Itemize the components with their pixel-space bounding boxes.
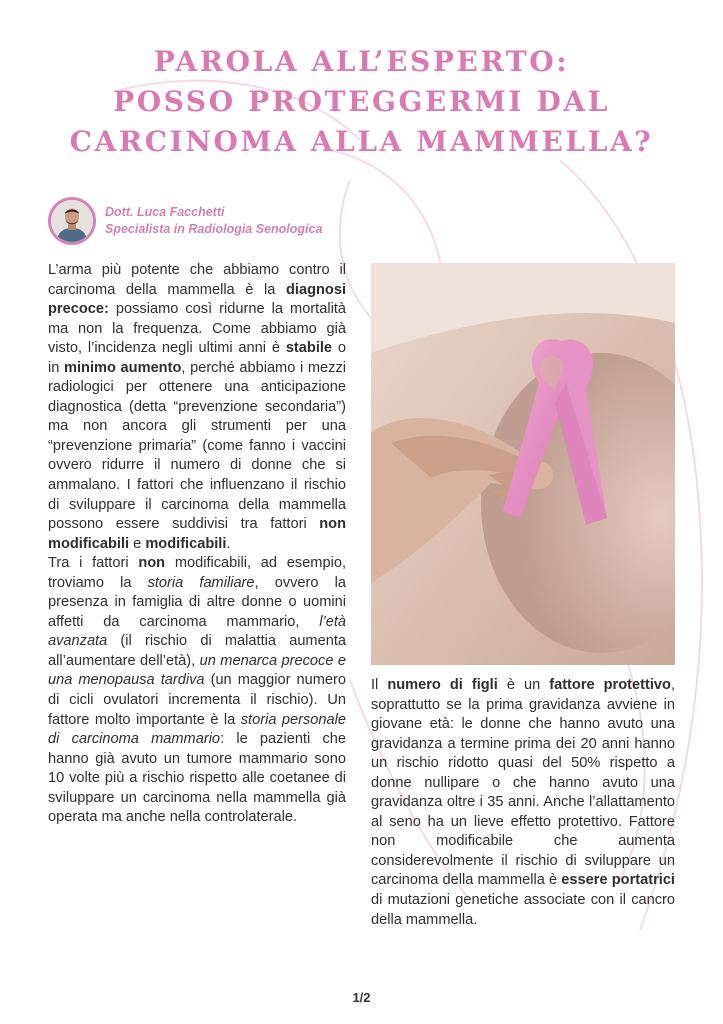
left-column-run: non [138,555,166,572]
left-column-run: non modificabili [48,516,346,552]
left-column-run: diagnosi precoce: [48,281,346,318]
left-column-run: (il rischio di malattia aumenta all’aumentare dell’età), [48,633,346,669]
left-column-run: : le pazienti che hanno già avuto un tumore mammario sono 10 volte più a rischio rispetto alle coetanee di sviluppare un carcinoma nella mammella già operata ma anche nella controlaterale. [48,731,346,826]
left-column-run: possiamo così ridurne la mortalità ma non la frequenza. Come abbiamo già visto, l’incidenza negli ultimi anni è [48,301,346,357]
pink-ribbon-photo [371,263,675,665]
left-column-text [48,261,346,828]
right-column-run: fattore protettivo [549,677,671,693]
page-title [40,42,683,162]
left-column-run: L’arma più potente che abbiamo contro il carcinoma della mammella è la [48,262,346,298]
author-avatar [48,197,96,245]
left-column-run: e [129,535,146,552]
title-line-1: PAROLA ALL’ESPERTO: [153,45,570,78]
right-column-run: Il [371,677,388,693]
right-column-run: , soprattutto se la prima gravidanza avviene in giovane età: le donne che hanno avuto una gravidanza a termine prima dei 20 anni hanno un rischio ridotto quasi del 50% rispetto a donne nullipare o che hanno avuto una gravidanza oltre i 35 anni. Anche l’allattamento al seno ha un lieve effetto protettivo. Fattore non modificabile che aumenta considerevolmente il rischio di sviluppare un carcinoma della mammella è [371,677,675,889]
left-column-run: modificabili, ad esempio, troviamo la [48,555,346,591]
left-column-run: l’età avanzata [48,613,346,650]
left-column-run: un menarca precoce e una menopausa tardiva [48,652,346,689]
left-column-run: , ovvero la presenza in famiglia di altre donne o uomini affetti da carcinoma mammario, [48,574,347,630]
right-column-text [371,676,675,930]
author-portrait-icon [51,200,93,242]
left-column-run: (un maggior numero di cicli ovulatori incrementa il rischio). Un fattore molto importante è la [48,672,346,728]
right-paragraph [371,676,675,930]
author-info [105,204,322,238]
left-column-run: minimo aumento [64,359,182,376]
left-paragraph [48,261,346,828]
author-role: Specialista in Radiologia Senologica [105,222,323,236]
right-column-run: numero di figli [387,677,498,693]
left-column-run: storia familiare [147,574,255,591]
left-column-run: modificabili [145,535,227,552]
right-column-run: di mutazioni genetiche associate con il cancro della mammella. [371,892,675,928]
left-column-run: storia personale di carcinoma mammario [48,711,346,748]
left-column-run: stabile [285,340,333,357]
left-column-run: o in [48,340,346,376]
left-column-run: Tra i fattori [48,555,139,572]
title-line-2: POSSO PROTEGGERMI DAL [113,85,610,118]
right-column-run: è un [497,677,550,693]
page-number: 1/2 [352,990,371,1005]
left-column-run: , perché abbiamo i mezzi radiologici per ottenere una anticipazione diagnostica (detta “prevenzione secondaria”) ma non ancora gli strumenti per una “prevenzione primaria” (come fanno i vaccini ovvero ridurre il numero di donne che si ammalano. I fattori che influenzano il rischio di sviluppare il carcinoma della mammella possono essere suddivisi tra fattori [48,359,346,533]
left-column-run: . [226,535,231,552]
title-line-3: CARCINOMA ALLA MAMMELLA? [69,125,654,158]
pink-ribbon-image [371,263,675,665]
right-column-run: essere portatrici [561,872,675,889]
author-name: Dott. Luca Facchetti [105,205,225,219]
